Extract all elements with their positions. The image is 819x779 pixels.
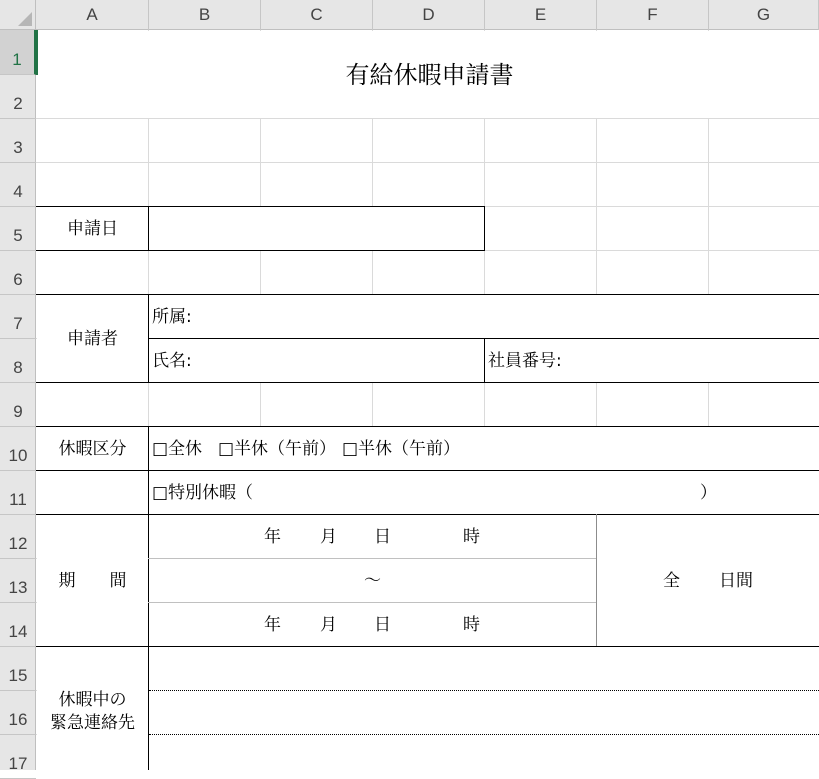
row-header-16[interactable]: 16 (0, 691, 36, 735)
leave-type-label: 休暇区分 (58, 439, 127, 459)
row-header-15[interactable]: 15 (0, 647, 36, 691)
dotted-line (149, 734, 819, 735)
row-header-3[interactable]: 3 (0, 119, 36, 163)
column-header-c[interactable]: C (261, 0, 373, 30)
application-date-label: 申請日 (67, 219, 118, 239)
total-days-merged-area (597, 515, 819, 646)
period-label: 期 間 (58, 571, 127, 591)
row-header-1[interactable]: 1 (0, 30, 36, 75)
department-cell[interactable]: 所属: (152, 307, 192, 327)
border (36, 382, 819, 383)
name-cell[interactable]: 氏名: (152, 351, 192, 371)
border (36, 250, 485, 251)
period-start-day: 日 (374, 527, 391, 547)
row-header-17[interactable]: 17 (0, 735, 36, 779)
emergency-contact-label-line1: 休暇中の (58, 690, 127, 710)
emergency-merged-area (149, 647, 819, 770)
column-header-g[interactable]: G (709, 0, 819, 30)
row-header-14[interactable]: 14 (0, 603, 36, 647)
leave-option-half-2[interactable]: □半休（午前） (342, 439, 461, 459)
total-label: 全 (663, 571, 680, 591)
row-header-5[interactable]: 5 (0, 207, 36, 251)
column-header-d[interactable]: D (373, 0, 485, 30)
gridline (36, 118, 819, 119)
period-tilde: ～ (364, 571, 381, 591)
name-merged-area (149, 339, 484, 382)
row-header-7[interactable]: 7 (0, 295, 36, 339)
border (36, 514, 819, 515)
department-merged-area (149, 295, 819, 338)
border (148, 206, 149, 251)
border (36, 426, 819, 427)
period-start-year: 年 (264, 527, 281, 547)
border (36, 206, 485, 207)
border (484, 338, 485, 383)
period-end-year: 年 (264, 615, 281, 635)
date-merged-area (149, 207, 484, 250)
leave-option-half-1[interactable]: □半休（午前） (218, 439, 337, 459)
dotted-line (149, 690, 819, 691)
row-header-10[interactable]: 10 (0, 427, 36, 471)
border (36, 294, 819, 295)
row-header-13[interactable]: 13 (0, 559, 36, 603)
leave-option-full[interactable]: □全休 (152, 439, 203, 459)
period-start-hour: 時 (463, 527, 480, 547)
column-header-e[interactable]: E (485, 0, 597, 30)
column-header-b[interactable]: B (149, 0, 261, 30)
total-days-label: 日間 (719, 571, 753, 591)
border (148, 426, 149, 770)
row-header-6[interactable]: 6 (0, 251, 36, 295)
row-header-12[interactable]: 12 (0, 515, 36, 559)
row-header-8[interactable]: 8 (0, 339, 36, 383)
border (36, 646, 819, 647)
row-header-2[interactable]: 2 (0, 75, 36, 119)
border (148, 602, 596, 603)
select-all-button[interactable] (0, 0, 36, 30)
special-leave-close: ） (700, 483, 717, 503)
period-end-hour: 時 (463, 615, 480, 635)
row-header-9[interactable]: 9 (0, 383, 36, 427)
border (36, 470, 819, 471)
border (596, 514, 597, 647)
gridline (36, 162, 819, 163)
period-end-month: 月 (320, 615, 337, 635)
form-title: 有給休暇申請書 (345, 61, 514, 89)
row-header-4[interactable]: 4 (0, 163, 36, 207)
column-header-f[interactable]: F (597, 0, 709, 30)
period-start-month: 月 (320, 527, 337, 547)
applicant-label: 申請者 (67, 329, 118, 349)
row-header-11[interactable]: 11 (0, 471, 36, 515)
employee-no-cell[interactable]: 社員番号: (488, 351, 562, 371)
border (484, 206, 485, 251)
active-cell-indicator (36, 30, 38, 75)
period-end-day: 日 (374, 615, 391, 635)
border (148, 558, 596, 559)
emergency-contact-label-line2: 緊急連絡先 (50, 713, 135, 733)
column-header-a[interactable]: A (36, 0, 149, 30)
border (148, 294, 149, 383)
special-leave-cell[interactable]: □特別休暇（ (152, 483, 254, 503)
select-all-triangle-icon (18, 12, 32, 26)
